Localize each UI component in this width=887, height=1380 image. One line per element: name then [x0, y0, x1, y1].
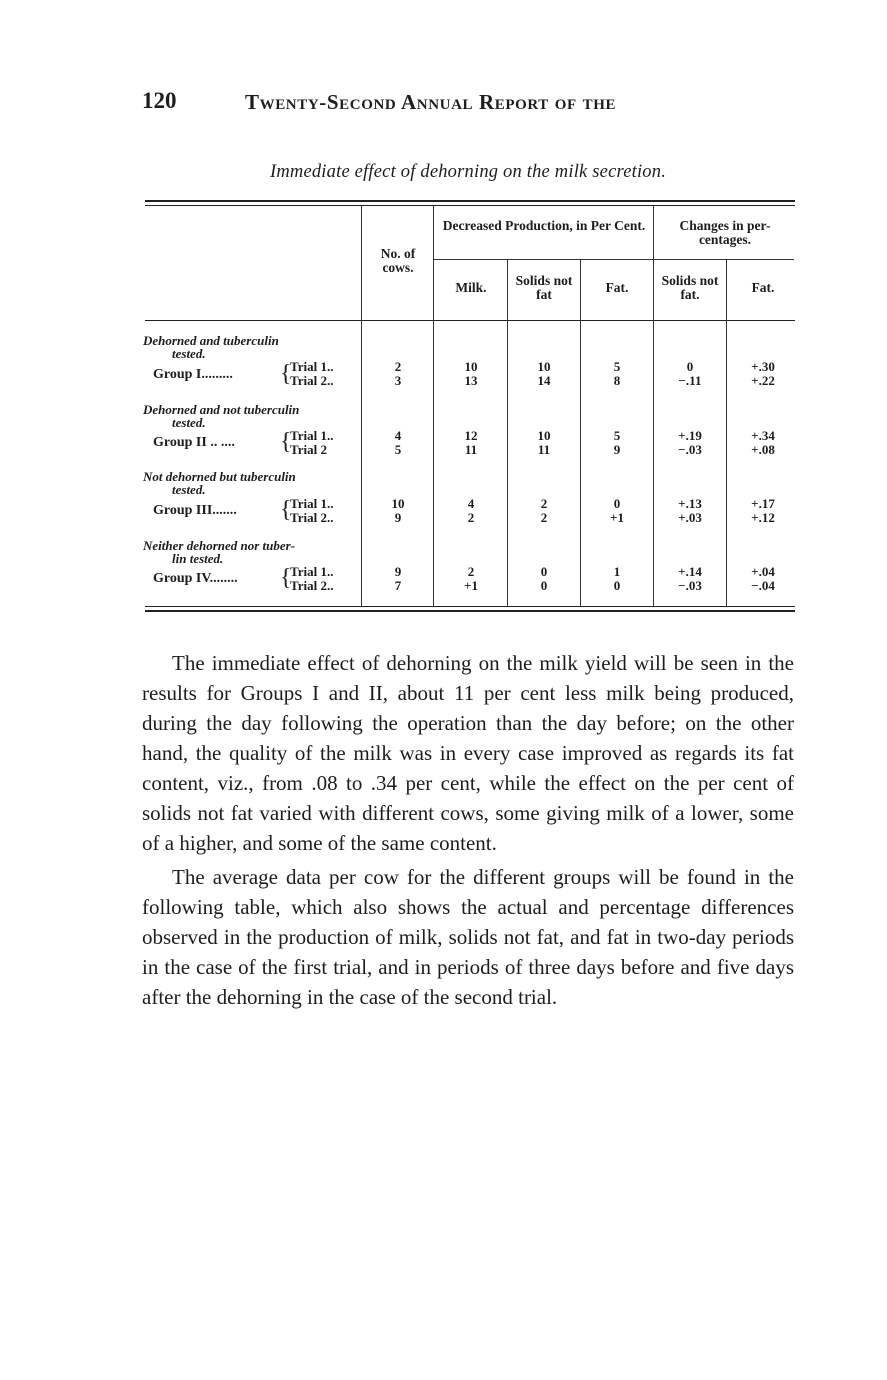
group-4-trial-1-solids: 0: [540, 564, 548, 579]
group-1-trial-2-milk: 13: [464, 373, 478, 388]
group-4-trial-2-fat: 0: [613, 578, 621, 593]
group-3-trial-2-solids: 2: [540, 510, 548, 525]
group-2-trial-1-label: Trial 1..: [290, 428, 334, 443]
group-4-trial-2-solids: 0: [540, 578, 548, 593]
group-4-trial-2-milk: +1: [464, 578, 478, 593]
group-3-trial-1-milk: 4: [467, 496, 475, 511]
group-4-title-line1: Neither dehorned nor tuber-: [143, 538, 296, 553]
group-3-title-line1: Not dehorned but tuberculin: [143, 469, 296, 484]
group-2-trial-1-fat: 5: [613, 428, 621, 443]
header-changes-percentages: Changes in per- centages.: [679, 218, 771, 247]
group-2-trial-1-solids: 10: [537, 428, 551, 443]
group-4-trial-1-solids-change: +.14: [678, 564, 702, 579]
group-2-trial-1-fat-change: +.34: [751, 428, 775, 443]
header-milk: Milk.: [455, 280, 487, 295]
group-3-trial-1-solids: 2: [540, 496, 548, 511]
group-2-trial-2-solids: 11: [537, 442, 551, 457]
group-1-trial-2-cows: 3: [394, 373, 402, 388]
group-4-brace: {: [280, 565, 292, 591]
group-4-trial-2-solids-change: −.03: [678, 578, 702, 593]
table-caption: Immediate effect of dehorning on the milk secretion.: [269, 162, 667, 182]
header-decreased-production: Decreased Production, in Per Cent.: [442, 218, 646, 233]
group-1-title-line1: Dehorned and tuberculin: [143, 333, 279, 348]
body-text: [142, 648, 794, 1012]
group-3-trial-1-cows: 10: [391, 496, 405, 511]
group-3-brace: {: [280, 497, 292, 523]
group-2-title-line1: Dehorned and not tuberculin: [143, 402, 300, 417]
header-solids-not-fat-change: Solids not fat.: [661, 273, 719, 302]
group-3-trial-2-fat-change: +.12: [751, 510, 775, 525]
group-3-label: Group III.......: [153, 503, 237, 518]
group-4-trial-2-cows: 7: [394, 578, 402, 593]
group-4-trial-1-cows: 9: [394, 564, 402, 579]
group-1-trial-1-fat-change: +.30: [751, 359, 775, 374]
table-bottom-rule-thin: [145, 606, 795, 607]
group-2-trial-1-solids-change: +.19: [678, 428, 702, 443]
group-4-trial-1-fat: 1: [613, 564, 621, 579]
group-2-trial-2-fat-change: +.08: [751, 442, 775, 457]
page-number: 120: [142, 88, 177, 113]
group-1-trial-1-solids: 10: [537, 359, 551, 374]
group-1-trial-2-fat-change: +.22: [751, 373, 775, 388]
group-1-trial-1-fat: 5: [613, 359, 621, 374]
group-3-trial-1-fat-change: +.17: [751, 496, 775, 511]
group-2-trial-2-fat: 9: [613, 442, 621, 457]
group-4-trial-1-fat-change: +.04: [751, 564, 775, 579]
table-top-rule: [145, 200, 795, 202]
group-3-trial-1-solids-change: +.13: [678, 496, 702, 511]
group-3-trial-2-fat: +1: [610, 510, 624, 525]
col-line-1: [361, 206, 362, 606]
col-line-6: [726, 260, 727, 606]
group-4-trial-2-label: Trial 2..: [290, 578, 334, 593]
group-3-title-line2: tested.: [172, 482, 206, 497]
header-fat-change: Fat.: [751, 280, 775, 295]
group-4-label: Group IV........: [153, 571, 238, 586]
header-fat: Fat.: [605, 280, 629, 295]
group-2-trial-2-solids-change: −.03: [678, 442, 702, 457]
group-2-trial-2-milk: 11: [464, 442, 478, 457]
group-2-trial-1-cows: 4: [394, 428, 402, 443]
group-1-trial-2-label: Trial 2..: [290, 373, 334, 388]
group-1-trial-2-solids-change: −.11: [678, 373, 702, 388]
decreased-subheader-line: [434, 259, 654, 260]
group-2-brace: {: [280, 429, 292, 455]
group-2-title-line2: tested.: [172, 415, 206, 430]
col-line-4: [580, 260, 581, 606]
group-4-trial-2-fat-change: −.04: [751, 578, 775, 593]
group-3-trial-2-cows: 9: [394, 510, 402, 525]
page-header: [142, 88, 702, 118]
group-1-trial-1-label: Trial 1..: [290, 359, 334, 374]
table-header-rule: [145, 320, 795, 321]
group-3-trial-1-label: Trial 1..: [290, 496, 334, 511]
group-1-brace: {: [280, 361, 292, 387]
group-1-trial-2-fat: 8: [613, 373, 621, 388]
group-3-trial-2-label: Trial 2..: [290, 510, 334, 525]
table-bottom-rule: [145, 610, 795, 612]
group-2-trial-1-milk: 12: [464, 428, 478, 443]
header-solids-not-fat: Solids not fat: [515, 273, 573, 302]
group-1-title-line2: tested.: [172, 346, 206, 361]
group-1-trial-1-solids-change: 0: [686, 359, 694, 374]
group-1-label: Group I.........: [153, 367, 233, 382]
group-2-label: Group II .. ....: [153, 435, 235, 450]
table-top-rule-thin: [145, 205, 795, 206]
group-4-trial-1-label: Trial 1..: [290, 564, 334, 579]
paragraph-1: The immediate effect of dehorning on the milk yield will be seen in the results for Groups I and II, about 11 per cent less milk being produced, during the day following the operation than the day before; on the other hand, the quality of the milk was in every case improved as regards its fat content, viz., from .08 to .34 per cent, while the effect on the per cent of solids not fat varied with different cows, some giving milk of a lower, some of a higher, and some of the same content.: [142, 651, 794, 855]
paragraph-2: The average data per cow for the different groups will be found in the following table, which also shows the actual and percentage differences observed in the production of milk, solids not fat, and fat in two-day periods in the case of the first trial, and in periods of three days before and five days after the dehorning in the case of the second trial.: [142, 865, 794, 1009]
group-2-trial-2-cows: 5: [394, 442, 402, 457]
running-title: Twenty-Second Annual Report of the: [245, 90, 617, 114]
group-3-trial-2-milk: 2: [467, 510, 475, 525]
group-2-trial-2-label: Trial 2: [290, 442, 327, 457]
group-4-trial-1-milk: 2: [467, 564, 475, 579]
group-3-trial-2-solids-change: +.03: [678, 510, 702, 525]
col-line-3: [507, 260, 508, 606]
col-line-5: [653, 206, 654, 606]
group-1-trial-2-solids: 14: [537, 373, 551, 388]
group-1-trial-1-milk: 10: [464, 359, 478, 374]
group-4-title-line2: lin tested.: [172, 551, 224, 566]
col-line-2: [433, 206, 434, 606]
header-no-of-cows: No. of cows.: [380, 246, 416, 275]
group-1-trial-1-cows: 2: [394, 359, 402, 374]
group-3-trial-1-fat: 0: [613, 496, 621, 511]
changes-subheader-line: [654, 259, 794, 260]
